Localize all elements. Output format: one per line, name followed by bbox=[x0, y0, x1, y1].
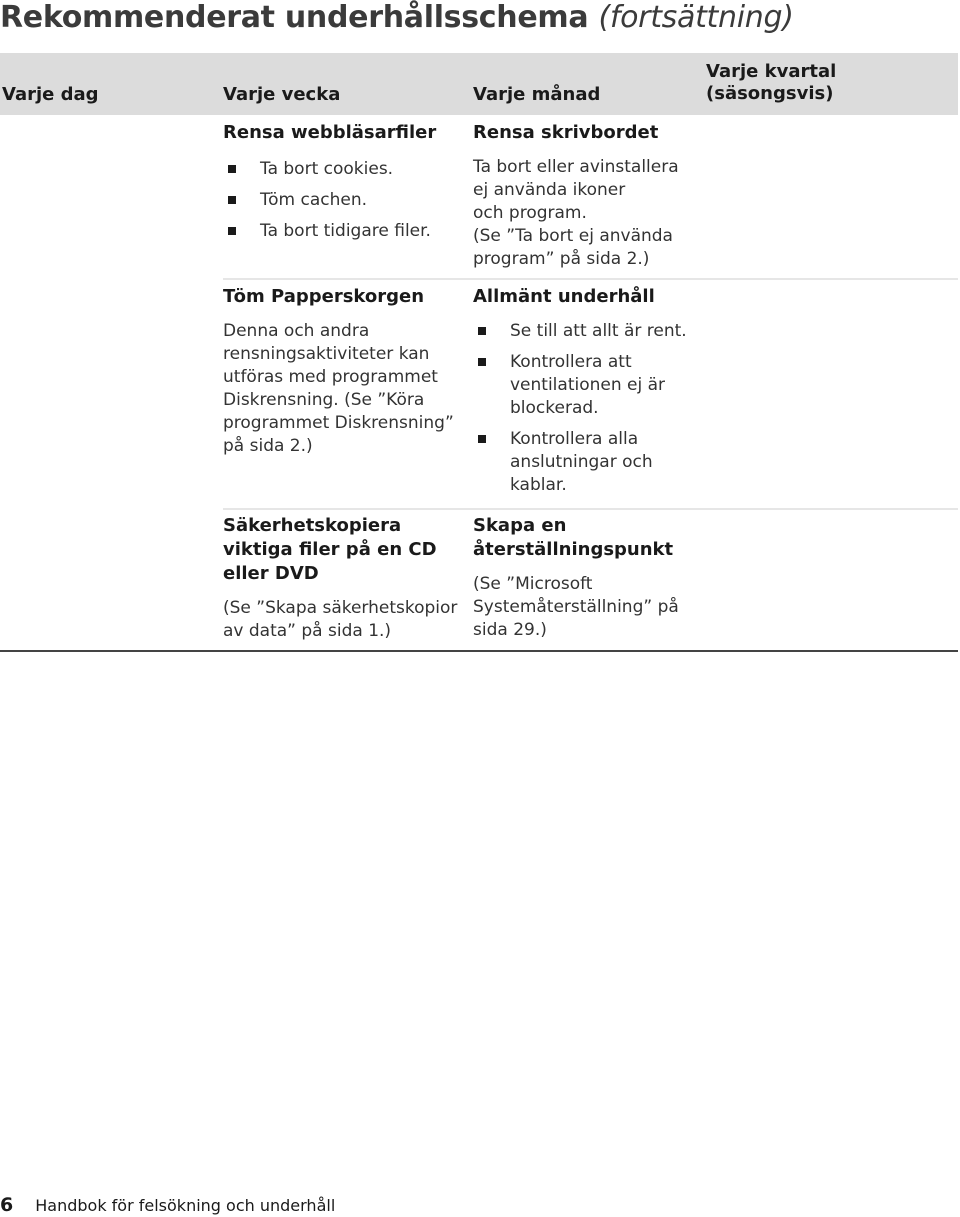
general-maintenance-block bbox=[473, 285, 703, 497]
recycle-bin-text: Denna och andra rensningsaktiviteter kan utföras med programmet Diskrensning. (Se ”Köra programmet Diskrensning” på sida 2.) bbox=[223, 321, 454, 456]
browser-cleanup-block bbox=[223, 121, 463, 243]
recycle-bin-heading: Töm Papperskorgen bbox=[223, 286, 425, 307]
header-quarter bbox=[706, 61, 836, 105]
general-maintenance-heading: Allmänt underhåll bbox=[473, 286, 655, 307]
browser-cleanup-list bbox=[223, 158, 463, 243]
list-item: Kontrollera att ventilationen ej är blockerad. bbox=[473, 351, 703, 420]
square-bullet-icon bbox=[478, 435, 486, 443]
list-item: Kontrollera alla anslutningar och kablar. bbox=[473, 428, 703, 497]
list-item: Ta bort tidigare filer. bbox=[223, 220, 463, 243]
square-bullet-icon bbox=[228, 196, 236, 204]
header-quarter-line1: Varje kvartal bbox=[706, 61, 837, 82]
backup-block bbox=[223, 514, 463, 643]
page-title bbox=[0, 0, 794, 35]
page-number: 6 bbox=[0, 1194, 14, 1216]
row-divider bbox=[223, 278, 958, 280]
backup-text: (Se ”Skapa säkerhetskopior av data” på sida 1.) bbox=[223, 598, 458, 641]
list-item: Se till att allt är rent. bbox=[473, 320, 703, 343]
backup-heading: Säkerhetskopiera viktiga filer på en CD eller DVD bbox=[223, 515, 437, 584]
square-bullet-icon bbox=[478, 327, 486, 335]
header-day: Varje dag bbox=[2, 84, 99, 105]
square-bullet-icon bbox=[228, 227, 236, 235]
recycle-bin-block bbox=[223, 285, 463, 458]
footer-label: Handbok för felsökning och underhåll bbox=[35, 1196, 336, 1215]
desktop-cleanup-heading: Rensa skrivbordet bbox=[473, 122, 659, 143]
square-bullet-icon bbox=[478, 358, 486, 366]
restore-point-text: (Se ”Microsoft Systemåterställning” på sida 29.) bbox=[473, 574, 679, 640]
square-bullet-icon bbox=[228, 165, 236, 173]
row-divider bbox=[223, 508, 958, 510]
list-item: Töm cachen. bbox=[223, 189, 463, 212]
restore-point-block bbox=[473, 514, 703, 642]
header-week: Varje vecka bbox=[223, 84, 341, 105]
desktop-cleanup-block bbox=[473, 121, 703, 271]
desktop-cleanup-text: Ta bort eller avinstallera ej använda ikoner och program. (Se ”Ta bort ej använda program” på sida 2.) bbox=[473, 157, 679, 269]
page-footer bbox=[0, 1194, 335, 1216]
table-bottom-rule bbox=[0, 650, 958, 652]
title-main: Rekommenderat underhållsschema bbox=[0, 0, 589, 35]
header-month: Varje månad bbox=[473, 84, 601, 105]
restore-point-heading: Skapa en återställningspunkt bbox=[473, 515, 674, 560]
header-quarter-line2: (säsongsvis) bbox=[706, 83, 834, 104]
title-continued: (fortsättning) bbox=[598, 0, 794, 35]
browser-cleanup-heading: Rensa webbläsarfiler bbox=[223, 122, 437, 143]
general-maintenance-list bbox=[473, 320, 703, 497]
list-item: Ta bort cookies. bbox=[223, 158, 463, 181]
